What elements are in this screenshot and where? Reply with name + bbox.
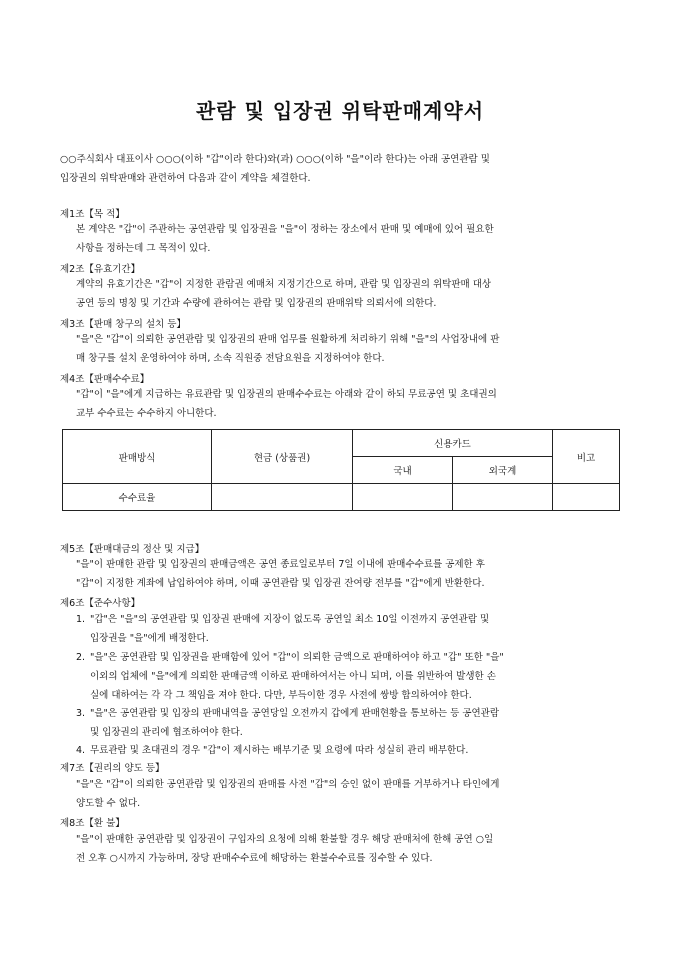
article-8-body <box>76 830 622 868</box>
article-7-body <box>76 775 622 813</box>
article-2-heading: 제2조【유효기간】 <box>60 264 141 275</box>
header-card: 신용카드 <box>353 430 553 457</box>
article-line: "갑"이 "을"에게 지급하는 유료관람 및 입장권의 판매수수료는 아래와 같이 하되 무료공연 및 초대권의 <box>76 389 497 400</box>
article-4-body <box>76 385 622 423</box>
item-line: 무료관람 및 초대권의 경우 "갑"이 제시하는 배부기준 및 요령에 따라 성실히 관리 배부한다. <box>90 745 469 756</box>
item-line: "갑"은 "을"의 공연관람 및 입장권 판매에 지장이 없도록 공연일 최소 10일 이전까지 공연관람 및 <box>90 614 490 625</box>
article-8-heading: 제8조【환 불】 <box>60 818 125 829</box>
article-6-item-1 <box>76 610 622 648</box>
article-line: "을"이 판매한 공연관람 및 입장권이 구입자의 요청에 의해 환불할 경우 해당 판매처에 한해 공연 ○일 <box>76 834 494 845</box>
article-6-item-4 <box>76 741 622 760</box>
item-line: 실에 대하여는 각 각 그 책임을 져야 한다. 다만, 부득이한 경우 사전에 쌍방 합의하여야 한다. <box>90 690 472 701</box>
article-line: "을"은 "갑"이 의뢰한 공연관람 및 입장권의 판매 업무를 원활하게 처리하기 위해 "을"의 사업장내에 판 <box>76 334 500 345</box>
article-line: 본 계약은 "갑"이 주관하는 공연관람 및 입장권을 "을"이 정하는 장소에서 판매 및 예매에 있어 필요한 <box>76 224 494 235</box>
item-line: 이외의 업체에 "을"에게 의뢰한 판매금액 이하로 판매하여서는 아니 되며, 이를 위반하여 발생한 손 <box>90 671 496 682</box>
fee-table <box>62 429 620 511</box>
article-line: 교부 수수료는 수수하지 아니한다. <box>76 408 217 419</box>
article-6-heading: 제6조【준수사항】 <box>60 598 141 609</box>
item-number: 4. <box>76 745 86 756</box>
header-domestic: 국내 <box>353 457 453 484</box>
article-line: 전 오후 ○시까지 가능하며, 장당 판매수수료에 해당하는 환불수수료를 징수할 수 있다. <box>76 853 433 864</box>
article-line: 공연 등의 명칭 및 기간과 수량에 관하여는 관람 및 입장권의 판매위탁 의뢰서에 의한다. <box>76 298 437 309</box>
article-3-heading: 제3조【판매 창구의 설치 등】 <box>60 319 186 330</box>
intro-paragraph <box>60 150 624 188</box>
article-5-body <box>76 555 622 593</box>
article-line: "을"이 판매한 관람 및 입장권의 판매금액은 공연 종료일로부터 7일 이내에 판매수수료를 공제한 후 <box>76 559 485 570</box>
item-line: 및 입장권의 관리에 협조하여야 한다. <box>90 727 243 738</box>
article-line: "을"은 "갑"이 의뢰한 공연관람 및 입장권의 판매를 사전 "갑"의 승인 없이 판매를 거부하거나 타인에게 <box>76 779 500 790</box>
item-line: 입장권을 "을"에게 배정한다. <box>90 633 209 644</box>
article-6-item-2 <box>76 648 622 705</box>
article-1-body <box>76 220 622 258</box>
cell-note <box>553 484 620 511</box>
article-line: 사항을 정하는데 그 목적이 있다. <box>76 243 211 254</box>
header-method: 판매방식 <box>63 430 212 484</box>
item-line: "을"은 공연관람 및 입장권을 판매함에 있어 "갑"이 의뢰한 금액으로 판매하여야 하고 "갑" 또한 "을" <box>90 652 504 663</box>
article-line: 양도할 수 없다. <box>76 798 141 809</box>
item-line: "을"은 공연관람 및 입장의 판매내역을 공연당일 오전까지 갑에게 판매현황을 통보하는 등 공연관람 <box>90 708 500 719</box>
item-number: 1. <box>76 614 86 625</box>
article-1-heading: 제1조【목 적】 <box>60 209 125 220</box>
article-line: 계약의 유효기간은 "갑"이 지정한 관람권 예매처 지정기간으로 하며, 관람 및 입장권의 위탁판매 대상 <box>76 279 492 290</box>
document-title: 관람 및 입장권 위탁판매계약서 <box>195 99 485 123</box>
cell-cash <box>212 484 353 511</box>
cell-domestic <box>353 484 453 511</box>
item-number: 3. <box>76 708 86 719</box>
article-5-heading: 제5조【판매대금의 정산 및 지급】 <box>60 544 205 555</box>
intro-line: 입장권의 위탁판매와 관련하여 다음과 같이 계약을 체결한다. <box>60 173 311 184</box>
article-3-body <box>76 330 622 368</box>
article-line: 매 창구를 설치 운영하여야 하며, 소속 직원중 전담요원을 지정하여야 한다. <box>76 353 385 364</box>
cell-foreign <box>453 484 553 511</box>
header-cash: 현금 (상품권) <box>212 430 353 484</box>
article-line: "갑"이 지정한 계좌에 납입하여야 하며, 이때 공연관람 및 입장권 잔여량 전부를 "갑"에게 반환한다. <box>76 578 485 589</box>
article-2-body <box>76 275 622 313</box>
header-note: 비고 <box>553 430 620 484</box>
intro-line: ○○주식회사 대표이사 ○○○(이하 "갑"이라 한다)와(과) ○○○(이하 "을"이라 한다)는 아래 공연관람 및 <box>60 154 490 165</box>
article-6-item-3 <box>76 704 622 742</box>
article-4-heading: 제4조【판매수수료】 <box>60 374 150 385</box>
item-number: 2. <box>76 652 86 663</box>
article-7-heading: 제7조【권리의 양도 등】 <box>60 763 165 774</box>
header-foreign: 외국계 <box>453 457 553 484</box>
row-label-fee-rate: 수수료율 <box>63 484 212 511</box>
